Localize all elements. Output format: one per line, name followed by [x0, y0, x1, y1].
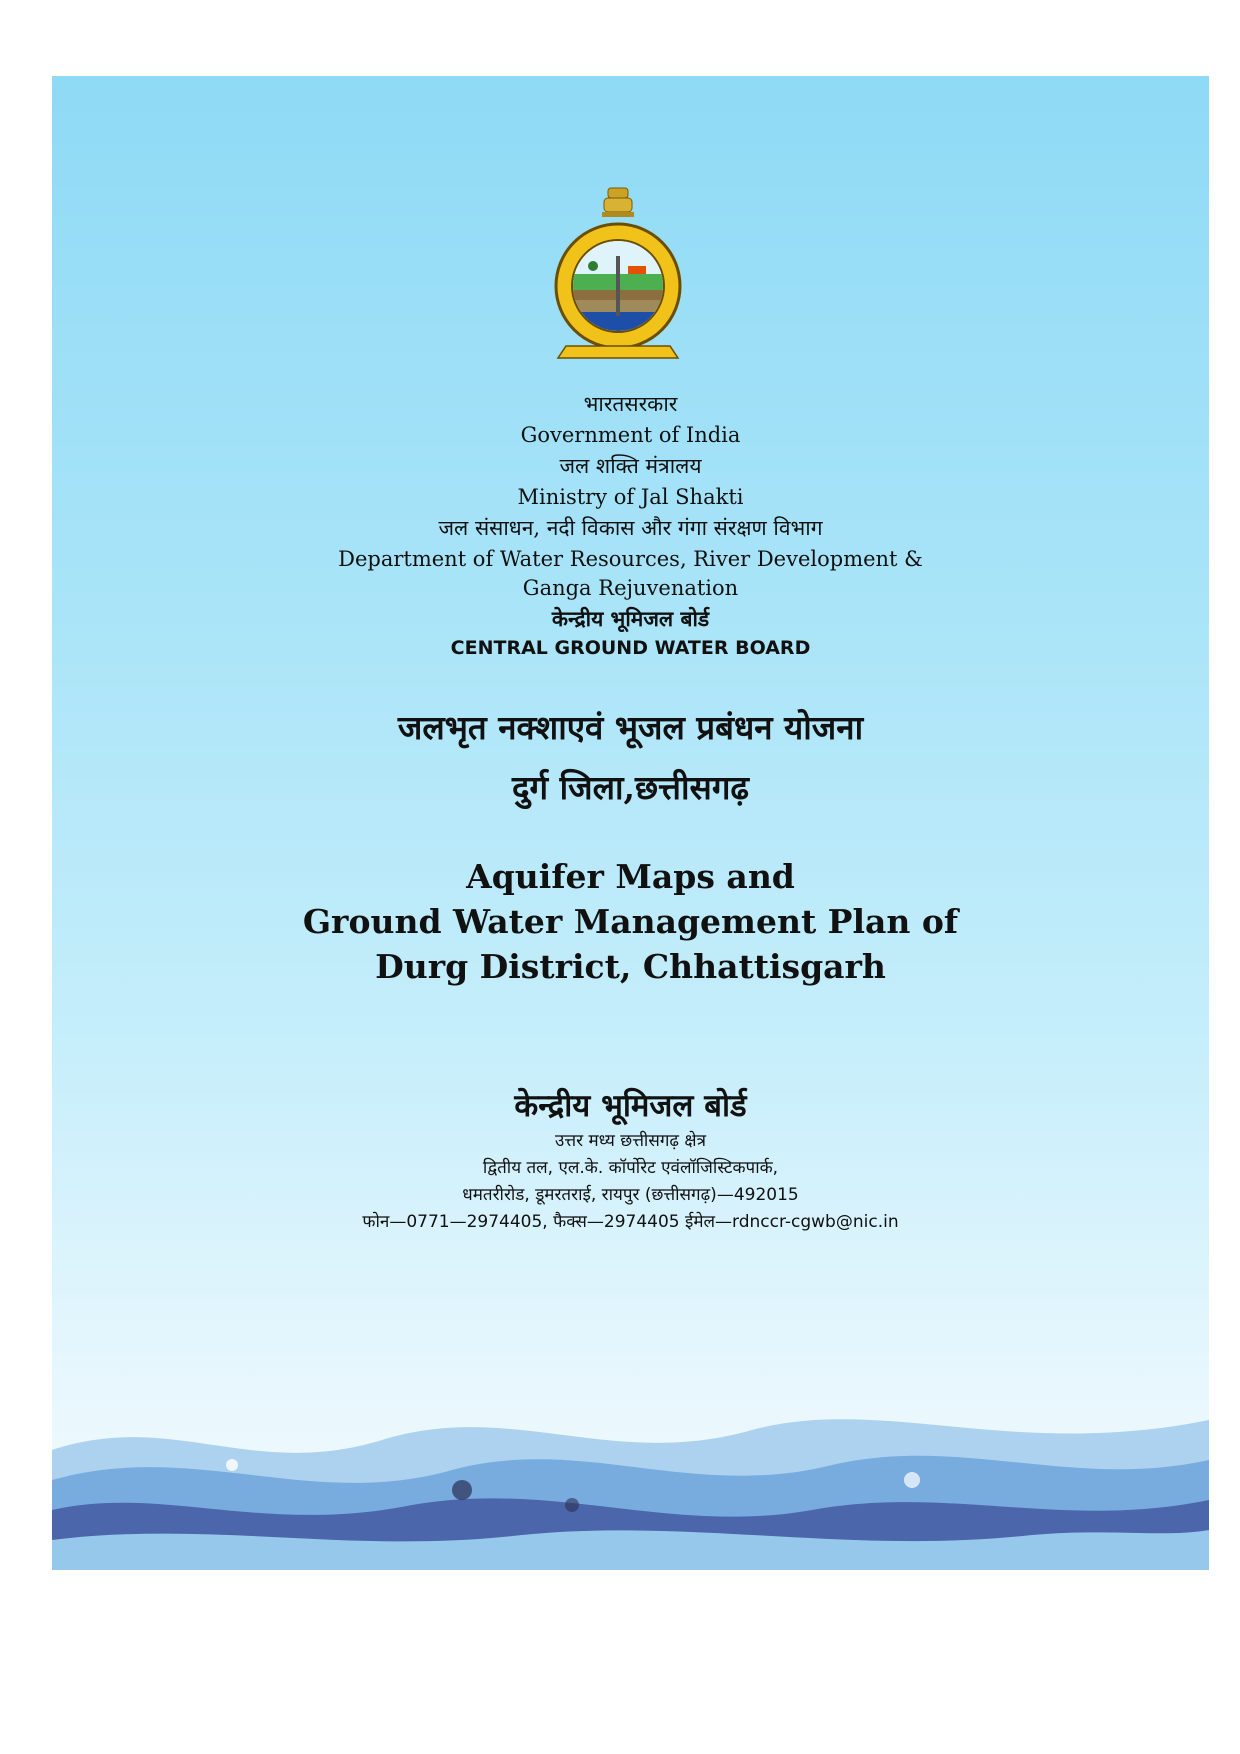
department-hi: जल संसाधन, नदी विकास और गंगा संरक्षण विभाग [438, 516, 823, 540]
ministry-hi: जल शक्ति मंत्रालय [559, 454, 702, 478]
board-hi-footer: केन्द्रीय भूमिजल बोर्ड [514, 1088, 747, 1124]
title-en-line1: Aquifer Maps and [466, 857, 795, 896]
department-en-line2: Ganga Rejuvenation [522, 576, 739, 600]
water-waves-icon [52, 1370, 1209, 1570]
cover-page [52, 76, 1209, 1570]
title-hi-line2: दुर्ग जिला,छत्तीसगढ़ [512, 768, 749, 807]
ministry-en: Ministry of Jal Shakti [517, 485, 744, 509]
title-en-line2: Ground Water Management Plan of [302, 902, 959, 941]
title-hi-line1: जलभृत नक्शाएवं भूजल प्रबंधन योजना [397, 708, 864, 747]
title-en-line3: Durg District, Chhattisgarh [375, 947, 886, 986]
contact-line: फोन—0771—2974405, फैक्स—2974405 ईमेल—rdnccr-cgwb@nic.in [362, 1212, 899, 1232]
cgwb-emblem-icon [548, 186, 688, 366]
board-en-header: CENTRAL GROUND WATER BOARD [450, 637, 811, 659]
department-en-line1: Department of Water Resources, River Development & [338, 547, 923, 571]
address-line1: द्वितीय तल, एल.के. कॉर्पोरेट एवंलॉजिस्टिकपार्क, [482, 1158, 779, 1178]
address-line2: धमतरीरोड, डूमरतराई, रायपुर (छत्तीसगढ़)—492015 [462, 1185, 799, 1205]
gov-hi: भारतसरकार [583, 392, 678, 416]
gov-en: Government of India [520, 423, 741, 447]
board-hi-header: केन्द्रीय भूमिजल बोर्ड [551, 606, 710, 631]
region-text: उत्तर मध्य छत्तीसगढ़ क्षेत्र [555, 1131, 706, 1151]
